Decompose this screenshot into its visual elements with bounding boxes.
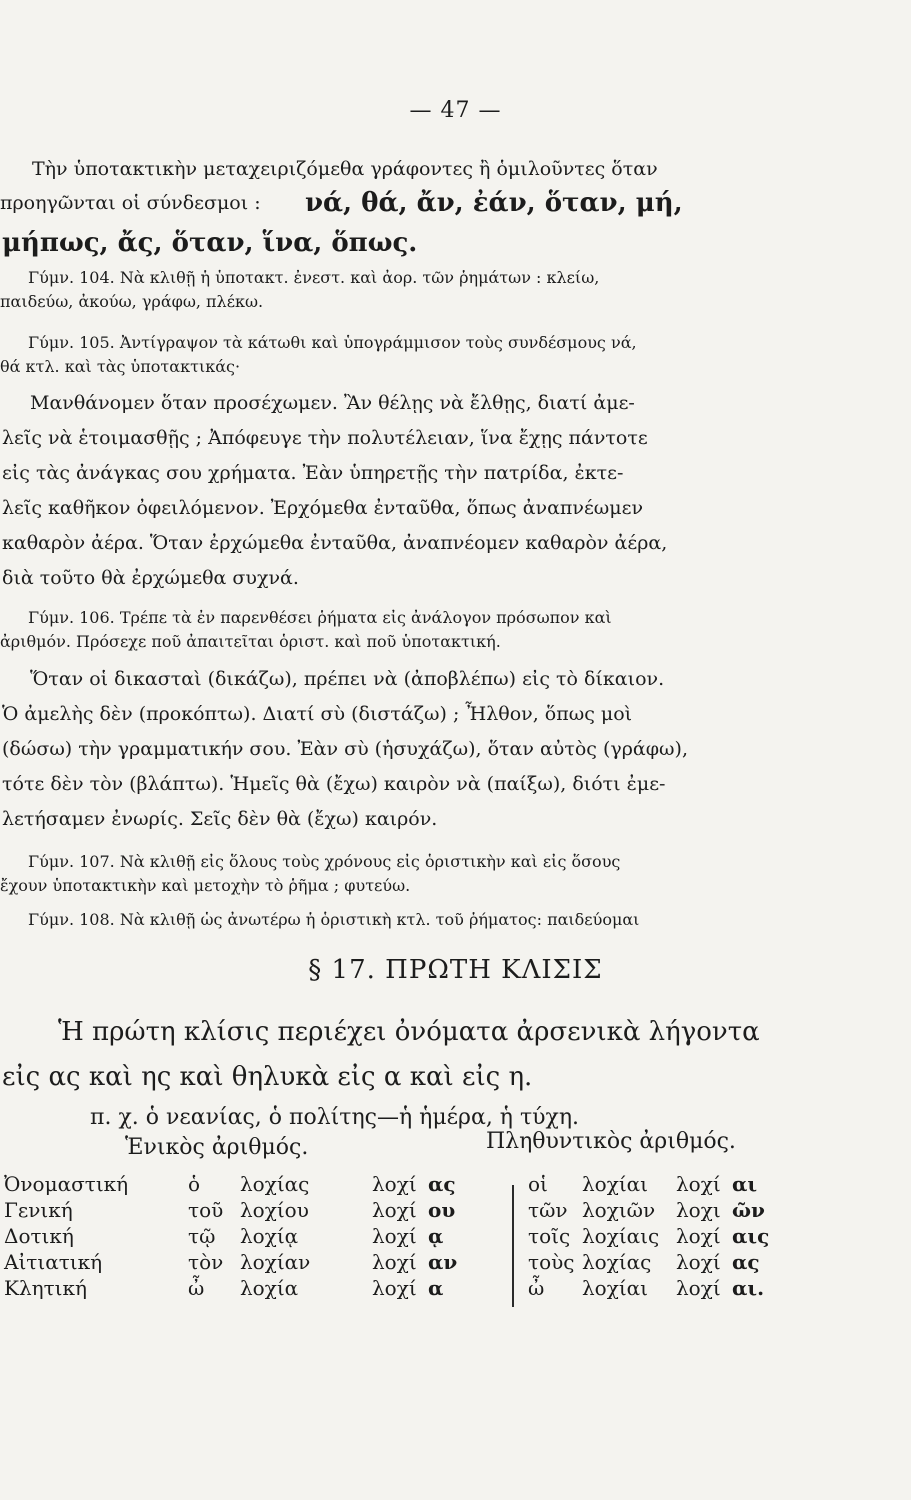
intro-line-2a: προηγῶνται οἱ σύνδεσμοι : bbox=[0, 192, 261, 214]
exercise-104-line-1: Γύμν. 104. Νὰ κλιθῇ ἡ ὑποτακτ. ἐνεστ. καὶ ἀορ. τῶν ῥημάτων : κλείω, bbox=[28, 268, 600, 287]
singular-heading: Ἑνικὸς ἀριθμός. bbox=[125, 1135, 309, 1160]
exercise-106-line-1: Γύμν. 106. Τρέπε τὰ ἐν παρενθέσει ῥήματα εἰς ἀνάλογον πρόσωπον καὶ bbox=[28, 608, 612, 627]
table-cell-p-stem: λοχί bbox=[676, 1172, 721, 1196]
table-cell-end: α bbox=[428, 1276, 444, 1300]
table-cell-word: λοχία bbox=[240, 1276, 299, 1300]
rule-line-2: εἰς ας καὶ ης καὶ θηλυκὰ εἰς α καὶ εἰς η. bbox=[2, 1062, 533, 1092]
table-cell-p-word: λοχίας bbox=[582, 1250, 652, 1274]
table-cell-case: Ὀνομαστική bbox=[4, 1172, 129, 1196]
table-cell-stem: λοχί bbox=[372, 1172, 417, 1196]
exercise-104-line-2: παιδεύω, ἀκούω, γράφω, πλέκω. bbox=[0, 292, 264, 311]
exercise-105-line-2: θά κτλ. καὶ τὰς ὑποτακτικάς· bbox=[0, 357, 241, 376]
table-cell-p-stem: λοχί bbox=[676, 1250, 721, 1274]
exercise-108-line-1: Γύμν. 108. Νὰ κλιθῇ ὡς ἀνωτέρω ἡ ὁριστικὴ κτλ. τοῦ ῥήματος: παιδεύομαι bbox=[28, 910, 640, 929]
table-cell-stem: λοχί bbox=[372, 1224, 417, 1248]
table-cell-stem: λοχί bbox=[372, 1276, 417, 1300]
table-cell-p-word: λοχίαις bbox=[582, 1224, 660, 1248]
page-number: — 47 — bbox=[409, 98, 502, 123]
table-cell-p-stem: λοχί bbox=[676, 1276, 721, 1300]
table-cell-end: ᾳ bbox=[428, 1224, 444, 1248]
table-cell-p-end: αι bbox=[732, 1172, 758, 1196]
passage2-line-3: (δώσω) τὴν γραμματικήν σου. Ἐὰν σὺ (ἡσυχάζω), ὅταν αὐτὸς (γράφω), bbox=[2, 738, 689, 760]
passage-line-2: λεῖς νὰ ἑτοιμασθῇς ; Ἀπόφευγε τὴν πολυτέλειαν, ἵνα ἔχῃς πάντοτε bbox=[2, 427, 648, 449]
passage2-line-5: λετήσαμεν ἐνωρίς. Σεῖς δὲν θὰ (ἔχω) καιρόν. bbox=[2, 808, 438, 830]
table-cell-case: Δοτική bbox=[4, 1224, 74, 1248]
table-cell-p-end: ας bbox=[732, 1250, 760, 1274]
table-cell-p-word: λοχίαι bbox=[582, 1172, 649, 1196]
table-cell-p-end: αι. bbox=[732, 1276, 765, 1300]
table-cell-p-word: λοχίαι bbox=[582, 1276, 649, 1300]
passage-line-3: εἰς τὰς ἀνάγκας σου χρήματα. Ἐὰν ὑπηρετῇς τὴν πατρίδα, ἐκτε- bbox=[2, 462, 624, 484]
table-cell-p-word: λοχιῶν bbox=[582, 1198, 656, 1222]
table-cell-p-stem: λοχί bbox=[676, 1224, 721, 1248]
table-cell-p-art: τῶν bbox=[528, 1198, 568, 1222]
passage-line-4: λεῖς καθῆκον ὀφειλόμενον. Ἐρχόμεθα ἐνταῦθα, ὅπως ἀναπνέωμεν bbox=[2, 497, 644, 519]
table-cell-p-art: ὦ bbox=[528, 1276, 545, 1300]
passage-line-1: Μανθάνομεν ὅταν προσέχωμεν. Ἂν θέλῃς νὰ ἔλθῃς, διατί ἀμε- bbox=[30, 392, 635, 414]
table-cell-art: τὸν bbox=[188, 1250, 224, 1274]
table-cell-case: Γενική bbox=[4, 1198, 73, 1222]
table-cell-stem: λοχί bbox=[372, 1250, 417, 1274]
intro-line-2b: νά, θά, ἄν, ἐάν, ὅταν, μή, bbox=[305, 188, 683, 218]
table-cell-art: τῷ bbox=[188, 1224, 216, 1248]
passage-line-6: διὰ τοῦτο θὰ ἐρχώμεθα συχνά. bbox=[2, 567, 299, 589]
table-cell-art: ὦ bbox=[188, 1276, 205, 1300]
exercise-107-line-1: Γύμν. 107. Νὰ κλιθῇ εἰς ὅλους τοὺς χρόνους εἰς ὁριστικὴν καὶ εἰς ὅσους bbox=[28, 852, 621, 871]
plural-heading: Πληθυντικὸς ἀριθμός. bbox=[486, 1129, 736, 1154]
intro-line-3: μήπως, ἄς, ὅταν, ἵνα, ὅπως. bbox=[2, 228, 418, 258]
table-cell-word: λοχίας bbox=[240, 1172, 310, 1196]
passage2-line-1: Ὅταν οἱ δικασταὶ (δικάζω), πρέπει νὰ (ἀποβλέπω) εἰς τὸ δίκαιον. bbox=[30, 668, 665, 690]
table-cell-p-stem: λοχι bbox=[676, 1198, 721, 1222]
table-cell-end: αν bbox=[428, 1250, 458, 1274]
passage2-line-4: τότε δὲν τὸν (βλάπτω). Ἡμεῖς θὰ (ἔχω) καιρὸν νὰ (παίξω), διότι ἐμε- bbox=[2, 773, 666, 795]
passage-line-5: καθαρὸν ἀέρα. Ὅταν ἐρχώμεθα ἐνταῦθα, ἀναπνέομεν καθαρὸν ἀέρα, bbox=[2, 532, 668, 554]
exercise-106-line-2: ἀριθμόν. Πρόσεχε ποῦ ἀπαιτεῖται ὁριστ. καὶ ποῦ ὑποτακτική. bbox=[0, 632, 501, 651]
table-cell-end: ου bbox=[428, 1198, 456, 1222]
table-cell-stem: λοχί bbox=[372, 1198, 417, 1222]
table-cell-word: λοχίου bbox=[240, 1198, 309, 1222]
table-cell-word: λοχίᾳ bbox=[240, 1224, 299, 1248]
exercise-105-line-1: Γύμν. 105. Ἀντίγραψον τὰ κάτωθι καὶ ὑπογράμμισον τοὺς συνδέσμους νά, bbox=[28, 333, 637, 352]
column-divider bbox=[512, 1185, 514, 1307]
table-cell-case: Κλητική bbox=[4, 1276, 87, 1300]
section-heading: § 17. ΠΡΩΤΗ ΚΛΙΣΙΣ bbox=[308, 955, 603, 985]
table-cell-art: ὁ bbox=[188, 1172, 201, 1196]
table-cell-case: Αἰτιατική bbox=[4, 1250, 103, 1274]
table-cell-p-art: οἱ bbox=[528, 1172, 548, 1196]
intro-line-1: Τὴν ὑποτακτικὴν μεταχειριζόμεθα γράφοντες ἢ ὁμιλοῦντες ὅταν bbox=[32, 158, 658, 180]
table-cell-p-art: τοὺς bbox=[528, 1250, 575, 1274]
rule-line-1: Ἡ πρώτη κλίσις περιέχει ὀνόματα ἀρσενικὰ λήγοντα bbox=[58, 1017, 760, 1047]
exercise-107-line-2: ἔχουν ὑποτακτικὴν καὶ μετοχὴν τὸ ῥῆμα ; φυτεύω. bbox=[0, 876, 411, 895]
table-cell-end: ας bbox=[428, 1172, 456, 1196]
passage2-line-2: Ὁ ἀμελὴς δὲν (προκόπτω). Διατί σὺ (διστάζω) ; Ἦλθον, ὅπως μοὶ bbox=[2, 703, 633, 725]
table-cell-word: λοχίαν bbox=[240, 1250, 311, 1274]
rule-example-line: π. χ. ὁ νεανίας, ὁ πολίτης—ἡ ἡμέρα, ἡ τύχη. bbox=[90, 1105, 580, 1130]
table-cell-art: τοῦ bbox=[188, 1198, 224, 1222]
table-cell-p-end: ῶν bbox=[732, 1198, 765, 1222]
table-cell-p-end: αις bbox=[732, 1224, 770, 1248]
table-cell-p-art: τοῖς bbox=[528, 1224, 571, 1248]
